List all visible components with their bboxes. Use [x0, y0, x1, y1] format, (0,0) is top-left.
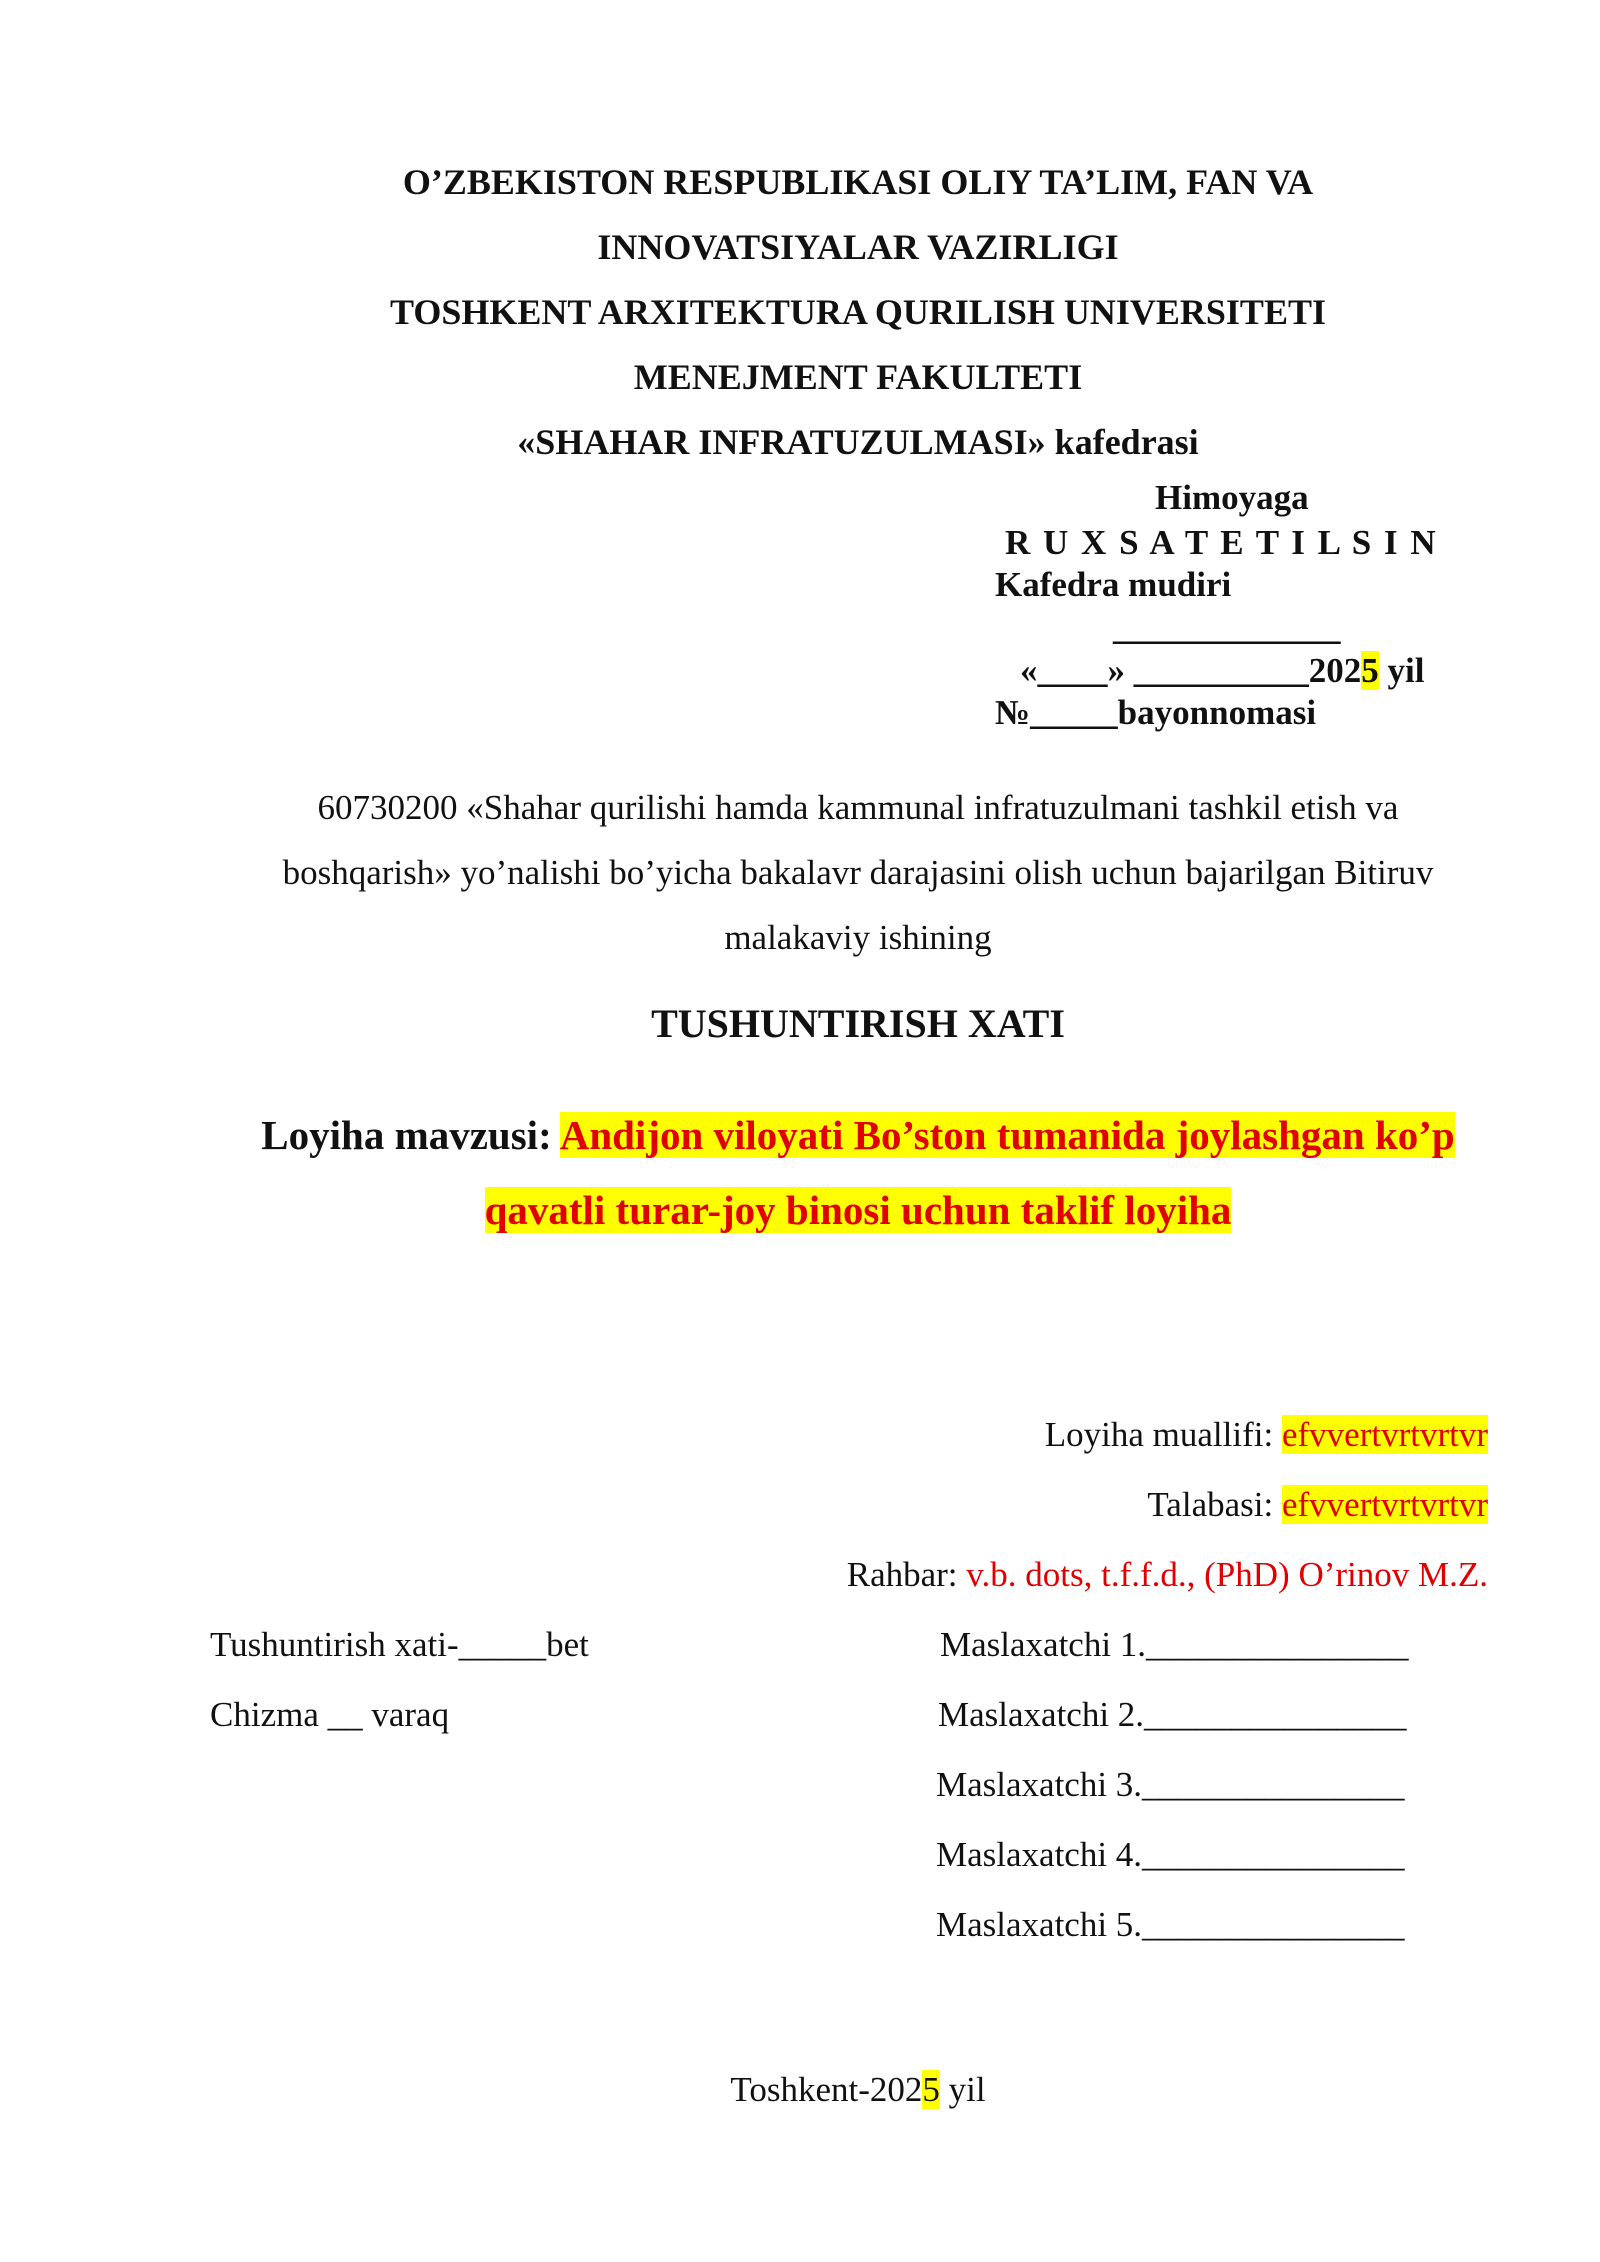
- project-topic: [200, 1098, 1516, 1248]
- ministry-line-1: O’ZBEKISTON RESPUBLIKASI OLIY TA’LIM, FAN VA: [402, 162, 1314, 202]
- author-line: [1045, 1415, 1488, 1455]
- approval-ruxsat: R U X S A T E T I L S I N: [1005, 523, 1438, 562]
- topic-text-2: qavatli turar-joy binosi uchun taklif loyiha: [484, 1187, 1232, 1233]
- student-value: efvvertvrtvrtvr: [1281, 1485, 1488, 1524]
- approval-date-year-digit: 5: [1361, 651, 1379, 690]
- description-line-3: malakaviy ishining: [724, 918, 992, 957]
- footer-suffix: yil: [939, 2070, 986, 2109]
- supervisor-label: Rahbar:: [846, 1555, 967, 1594]
- consultant-line-5: Maslaxatchi 5._______________: [936, 1905, 1405, 1944]
- department-name: «SHAHAR INFRATUZULMASI» kafedrasi: [517, 422, 1199, 462]
- topic-line-1: [200, 1098, 1516, 1173]
- topic-label: Loyiha mavzusi:: [261, 1112, 560, 1158]
- approval-himoyaga: Himoyaga: [1155, 478, 1309, 517]
- approval-date: [1020, 651, 1424, 691]
- footer-year-digit: 5: [922, 2070, 940, 2109]
- description-line-2: boshqarish» yo’nalishi bo’yicha bakalavr darajasini olish uchun bajarilgan Bitiruv: [282, 853, 1434, 892]
- consultant-line-1: Maslaxatchi 1._______________: [940, 1625, 1409, 1664]
- topic-text-1: Andijon viloyati Bo’ston tumanida joylashgan ko’p: [559, 1112, 1455, 1158]
- consultant-line-3: Maslaxatchi 3._______________: [936, 1765, 1405, 1804]
- document-title: TUSHUNTIRISH XATI: [651, 1001, 1065, 1046]
- university-name: TOSHKENT ARXITEKTURA QURILISH UNIVERSITETI: [390, 292, 1326, 332]
- faculty-name: MENEJMENT FAKULTETI: [633, 357, 1083, 397]
- student-label: Talabasi:: [1147, 1485, 1282, 1524]
- approval-date-suffix: yil: [1378, 651, 1425, 690]
- footer-prefix: Toshkent-202: [730, 2070, 923, 2109]
- ministry-line-2: INNOVATSIYALAR VAZIRLIGI: [597, 227, 1119, 267]
- consultant-line-4: Maslaxatchi 4._______________: [936, 1835, 1405, 1874]
- author-label: Loyiha muallifi:: [1044, 1415, 1282, 1454]
- author-value: efvvertvrtvrtvr: [1281, 1415, 1488, 1454]
- supervisor-line: [847, 1555, 1488, 1595]
- supervisor-value: v.b. dots, t.f.f.d., (PhD) O’rinov M.Z.: [966, 1555, 1488, 1594]
- document-header: [0, 150, 1600, 475]
- page-count-xati: Tushuntirish xati-_____bet: [210, 1625, 589, 1664]
- page-count-chizma: Chizma __ varaq: [210, 1695, 450, 1734]
- approval-protocol: №_____bayonnomasi: [995, 693, 1317, 732]
- approval-signature-line: _____________: [1113, 608, 1341, 647]
- document-footer: [0, 2070, 1600, 2110]
- description-line-1: 60730200 «Shahar qurilishi hamda kammunal infratuzulmani tashkil etish va: [317, 788, 1399, 827]
- approval-kafedra-mudiri: Kafedra mudiri: [995, 565, 1232, 604]
- consultant-line-2: Maslaxatchi 2._______________: [938, 1695, 1407, 1734]
- student-line: [1147, 1485, 1488, 1525]
- thesis-description: [200, 775, 1516, 970]
- approval-date-prefix: «____» __________202: [1020, 651, 1362, 690]
- topic-line-2: [200, 1173, 1516, 1248]
